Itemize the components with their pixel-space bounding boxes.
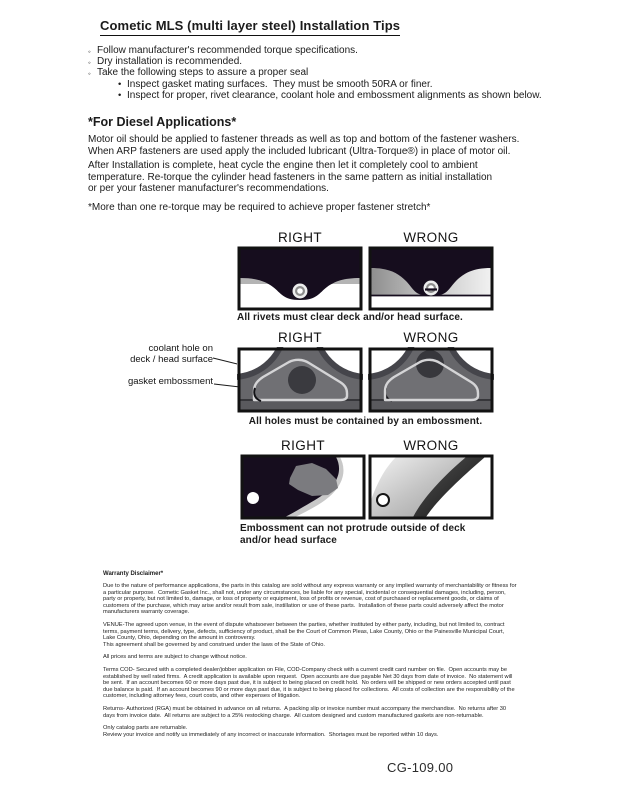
diagram-row1-right-panel — [237, 246, 363, 311]
text-line: When ARP fasteners are used apply the included lubricant (Ultra-Torque®) in place of motor oil. — [88, 145, 511, 157]
tip-text: Dry installation is recommended. — [97, 56, 243, 68]
legal-paragraph: Terms COD- Secured with a completed dealer/jobber application on File, COD-Company check with a current credit card number on file. Open accounts may be established by well rated firms. A credit application is available upon request. Open accounts are due payable Net 30 days from date of invoice. No statement will be sent. If an account becomes 60 or more days past due, it is subject to being placed on credit hold. No orders will be shipped or new orders accepted until past due balance is paid. If an account becomes 90 or more days past due, it is subject to being placed for collections. All costs of collection are the responsibility of the customer, including attorney fees, court costs, and other expenses of litigation. — [103, 666, 517, 700]
diagram-row2-right-panel — [237, 347, 363, 413]
list-item — [88, 67, 558, 78]
legal-paragraph: VENUE-The agreed upon venue, in the event of dispute whatsoever between the parties, whether instituted by either party, including, but not limited to, contract terms, payment terms, delivery, type, defects, sufficiency of product, shall be the Court of Common Pleas, Lake County, Ohio or the Painesville Municipal Court, Lake County, Ohio, depending on the amount in controversy. — [103, 621, 507, 642]
list-item — [118, 79, 558, 90]
bolt-hole-icon — [247, 492, 259, 504]
legal-paragraph: This agreement shall be governed by and construed under the laws of the State of Ohio. — [103, 641, 325, 648]
retorque-note: *More than one re-torque may be required to achieve proper fastener stretch* — [88, 202, 431, 213]
list-item — [88, 45, 558, 56]
row2-wrong-label: WRONG — [403, 330, 459, 345]
text-line: coolant hole on — [148, 343, 213, 354]
open-bullet-icon: ◦ — [88, 57, 91, 67]
caption-line: Embossment can not protrude outside of deck — [240, 523, 466, 534]
coolant-hole — [288, 366, 316, 394]
open-bullet-icon: ◦ — [88, 68, 91, 78]
row1-right-label: RIGHT — [278, 230, 322, 245]
row2-caption: All holes must be contained by an embossment. — [248, 416, 483, 427]
coolant-hole-label — [110, 343, 213, 365]
list-item — [88, 56, 558, 67]
diesel-heading: *For Diesel Applications* — [88, 115, 237, 129]
diagram-row1-wrong-panel — [368, 246, 494, 311]
text-line: Motor oil should be applied to fastener threads as well as top and bottom of the fastener washers. — [88, 134, 520, 145]
page-title: Cometic MLS (multi layer steel) Installation Tips — [100, 18, 400, 36]
diagram-row2-wrong-panel — [368, 347, 494, 413]
row1-wrong-label: WRONG — [403, 230, 459, 245]
text-line: deck / head surface — [130, 354, 213, 365]
tip-text: Take the following steps to assure a proper seal — [97, 67, 309, 79]
diagram-row3-right-panel — [240, 454, 366, 520]
text-line: temperature. Re-torque the cylinder head fasteners in the same pattern as initial installation — [88, 171, 493, 183]
warranty-disclaimer — [103, 571, 517, 744]
bullet-icon: • — [118, 89, 122, 101]
diagram-row3-wrong-panel — [368, 454, 494, 520]
diesel-paragraph-1 — [88, 134, 558, 157]
legal-paragraph: Due to the nature of performance applications, the parts in this catalog are sold without any express warranty or any implied warranty of merchantability or fitness for a particular purpose. Cometic Gasket Inc., shall not, under any circumstances, be liable for any special, incidental or consequential damages, including, person, party or property, but not limited to, damage, or loss of property or equipment, loss of profits or revenue, cost of purchased or replacement goods, or claims of customers of the purchase, which may arise and/or result from sale, instillation or use of these parts. Installation of these parts could adversely affect the motor manufacturers warranty coverage. — [103, 583, 519, 616]
caption-line: and/or head surface — [240, 535, 337, 546]
bullet-icon: • — [118, 78, 122, 90]
legal-heading: Warranty Disclaimer* — [103, 571, 164, 577]
diesel-paragraph-2 — [88, 160, 558, 195]
legal-paragraph: All prices and terms are subject to change without notice. — [103, 654, 247, 661]
row2-right-label: RIGHT — [278, 330, 322, 345]
installation-tips-list — [88, 45, 558, 101]
tip-text: Inspect for proper, rivet clearance, coolant hole and embossment alignments as shown below. — [127, 89, 542, 101]
bolt-hole-icon — [377, 494, 389, 506]
text-line: After Installation is complete, heat cycle the engine then let it completely cool to ambient — [88, 160, 478, 171]
legal-paragraph: Only catalog parts are returnable. — [103, 725, 188, 732]
row1-caption: All rivets must clear deck and/or head surface. — [237, 312, 463, 323]
row3-wrong-label: WRONG — [403, 438, 459, 453]
row3-caption — [240, 523, 465, 547]
list-item — [118, 90, 558, 101]
tip-text: Follow manufacturer's recommended torque specifications. — [97, 45, 358, 56]
legal-paragraph: Returns- Authorized (RGA) must be obtained in advance on all returns. A packing slip or invoice number must accompany the merchandise. No returns after 30 days from invoice date. All returns are subject to a 25% restocking charge. All custom designed and custom manufactured gaskets are non-returnable. — [103, 705, 508, 719]
text-line: or per your fastener manufacturer's recommendations. — [88, 183, 329, 194]
open-bullet-icon: ◦ — [88, 46, 91, 56]
page-code: CG-109.00 — [387, 760, 454, 775]
legal-paragraph: Review your invoice and notify us immediately of any incorrect or inaccurate information. Shortages must be reported within 10 days. — [103, 731, 439, 738]
gasket-embossment-label: gasket embossment — [127, 376, 213, 387]
tip-text: Inspect gasket mating surfaces. They must be smooth 50RA or finer. — [127, 78, 433, 90]
row3-right-label: RIGHT — [281, 438, 325, 453]
